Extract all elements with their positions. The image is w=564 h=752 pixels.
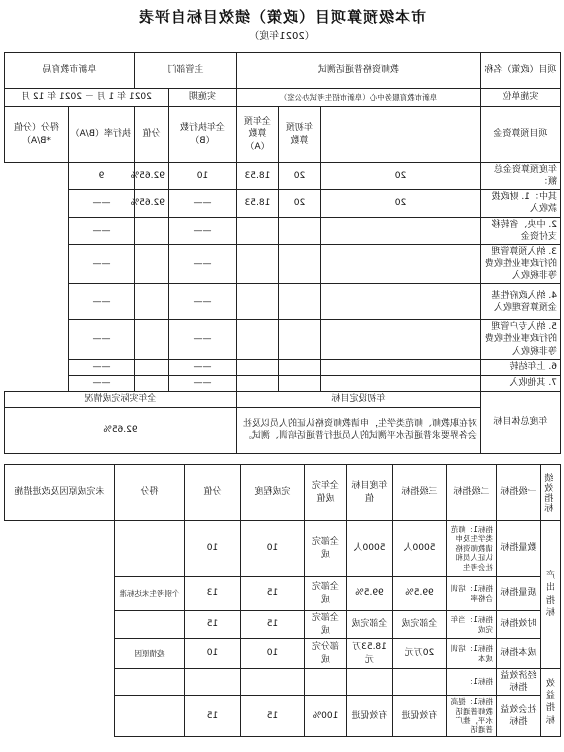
perf-cell-score: 15 (185, 696, 241, 737)
perf-cell-target: 20万元 (393, 639, 447, 669)
budget-cell-rate (134, 359, 168, 375)
budget-cell-score: —— (68, 217, 134, 244)
perf-cell-l3: 指标1：培训合格率 (447, 577, 497, 611)
perf-cell-l3: 指标1：师范类学生及申请教师资格认证人员和社会考生 (447, 521, 497, 577)
perf-cell-target: 5000人 (393, 521, 447, 577)
performance-table (4, 464, 561, 737)
budget-cell-score: —— (68, 320, 134, 359)
perf-cell-reason (115, 696, 185, 737)
perf-cell-score-max: 10 (241, 521, 305, 577)
budget-cell-executed (236, 284, 278, 320)
budget-row-label: 5. 纳入专户管理的行政事业性收费等非税收入 (481, 320, 561, 359)
perf-row (5, 639, 561, 669)
perf-cell-score-max: 15 (241, 696, 305, 737)
perf-cell-degree: 全部完成 (305, 577, 347, 611)
perf-cell-score-max: 15 (241, 577, 305, 611)
budget-cell-annual (279, 375, 321, 391)
budget-cell-score: 9 (68, 163, 134, 190)
budget-cell-score-max: —— (168, 244, 236, 283)
perf-cell-score: 10 (185, 639, 241, 669)
perf-row (5, 696, 561, 737)
budget-cell-annual: 20 (279, 190, 321, 217)
budget-cell-score-max: —— (168, 359, 236, 375)
perf-cell-reason: 疫情原因 (115, 639, 185, 669)
budget-row-label: 2. 中央、省转移支付资金 (481, 217, 561, 244)
perf-cell-target: 有效促进 (393, 696, 447, 737)
budget-header-annual: 全年预算数（A） (236, 107, 278, 163)
page-subtitle: （2021年度） (249, 31, 315, 42)
budget-row (4, 190, 560, 217)
perf-row (5, 577, 561, 611)
perf-cell-target (393, 669, 447, 696)
budget-header-score: 得分（分值*B/A） (4, 107, 68, 163)
perf-cell-l3: 指标1：培训成本 (447, 639, 497, 669)
perf-cell-done: 99.5% (347, 577, 393, 611)
budget-cell-initial (321, 375, 481, 391)
period-value: 2021 年 1 月 － 2021 年 12 月 (4, 89, 168, 107)
budget-header-blank (321, 107, 481, 163)
budget-cell-initial: 20 (321, 163, 481, 190)
perf-cell-score-max: 15 (241, 611, 305, 639)
perf-cell-l3: 指标1：当年完成 (447, 611, 497, 639)
budget-cell-annual (279, 359, 321, 375)
budget-cell-initial (321, 320, 481, 359)
budget-cell-score: —— (68, 375, 134, 391)
perf-cell-reason: 个别考生未达标准 (115, 577, 185, 611)
perf-cell-l2: 时效指标 (497, 611, 541, 639)
budget-cell-score-max: —— (168, 284, 236, 320)
perf-cell-reason (115, 521, 185, 577)
perf-section-label: 绩效指标 (541, 465, 561, 521)
perf-cell-l3: 指标1： (447, 669, 497, 696)
budget-row-label: 6. 上年结转 (481, 359, 561, 375)
perf-header-score-max: 分值 (185, 465, 241, 521)
budget-cell-score-max: 10 (168, 163, 236, 190)
budget-cell-score: —— (68, 284, 134, 320)
budget-cell-score: —— (68, 190, 134, 217)
perf-cell-l2: 质量指标 (497, 577, 541, 611)
budget-header-rate: 执行率（B/A） (68, 107, 134, 163)
dept-label: 主管部门 (134, 53, 236, 89)
perf-header-reason: 未完成原因及改进措施 (5, 465, 115, 521)
perf-header-degree: 完成程度 (241, 465, 305, 521)
budget-row-label: 7. 其他收入 (481, 375, 561, 391)
budget-cell-score-max: —— (168, 320, 236, 359)
goals-planned-text: 对在职教师、师范类学生，申请教师资格认证的人员以及社会各界要求普通话水平测试的人员进行普通话培训、测试。 (236, 407, 480, 453)
perf-cell-done: 全部完成 (347, 611, 393, 639)
perf-cell-done: 18.53万元 (347, 639, 393, 669)
perf-cell-l2: 数量指标 (497, 521, 541, 577)
perf-cell-degree: 全部完成 (305, 611, 347, 639)
budget-row-label: 3. 纳入预算管理的行政事业性收费等非税收入 (481, 244, 561, 283)
budget-cell-annual (279, 217, 321, 244)
budget-cell-executed (236, 217, 278, 244)
perf-group-output: 产出指标 (541, 521, 561, 669)
perf-cell-degree: 全部完成 (305, 521, 347, 577)
budget-cell-executed (236, 375, 278, 391)
perf-cell-target: 99.5% (393, 577, 447, 611)
budget-cell-score-max: —— (168, 217, 236, 244)
goals-section-label: 年度总体目标 (481, 391, 561, 453)
budget-cell-initial: 20 (321, 190, 481, 217)
budget-cell-rate: 92.65% (134, 163, 168, 190)
perf-cell-l3: 指标1：提高教师普通话水平，推广普通话 (447, 696, 497, 737)
budget-cell-score-max: —— (168, 190, 236, 217)
budget-cell-score-max: —— (168, 375, 236, 391)
budget-row (4, 244, 560, 283)
budget-row-label: 4. 纳入政府性基金预算管理收入 (481, 284, 561, 320)
perf-row (5, 611, 561, 639)
budget-row (4, 320, 560, 359)
budget-cell-initial (321, 244, 481, 283)
perf-group-benefit: 效益指标 (541, 669, 561, 737)
perf-header-done: 全年完成值 (305, 465, 347, 521)
period-label: 实施期 (168, 89, 236, 107)
project-name: 教师资格普通话测试 (236, 53, 480, 89)
budget-cell-annual (279, 284, 321, 320)
perf-row (5, 521, 561, 577)
budget-cell-executed: 18.53 (236, 163, 278, 190)
budget-cell-initial (321, 217, 481, 244)
perf-cell-degree (305, 669, 347, 696)
budget-table (4, 52, 561, 454)
perf-cell-score-max (241, 669, 305, 696)
perf-cell-done: 有效促进 (347, 696, 393, 737)
perf-header-target: 年度目标值 (347, 465, 393, 521)
budget-header-initial: 年初预算数 (279, 107, 321, 163)
budget-header-score-max: 分值 (134, 107, 168, 163)
budget-cell-executed (236, 359, 278, 375)
budget-cell-rate (134, 320, 168, 359)
budget-header-executed: 全年执行数（B） (168, 107, 236, 163)
budget-rows (4, 163, 560, 392)
budget-cell-initial (321, 359, 481, 375)
budget-row (4, 217, 560, 244)
perf-cell-degree: 部分完成 (305, 639, 347, 669)
budget-cell-annual (279, 320, 321, 359)
perf-cell-degree: 100% (305, 696, 347, 737)
budget-row (4, 359, 560, 375)
perf-cell-reason (115, 669, 185, 696)
unit-label: 实施单位 (481, 89, 561, 107)
budget-cell-initial (321, 284, 481, 320)
perf-cell-score: 13 (185, 577, 241, 611)
budget-cell-rate (134, 217, 168, 244)
perf-cell-score: 15 (185, 611, 241, 639)
perf-header-l3: 三级指标 (393, 465, 447, 521)
project-name-label: 项目（政策）名称 (481, 53, 561, 89)
budget-cell-executed (236, 244, 278, 283)
budget-section-label: 项目预算资金 (481, 107, 561, 163)
unit-value: 阜新市教育服务中心（阜新市招生考试办公室） (236, 89, 480, 107)
budget-row (4, 163, 560, 190)
budget-cell-score: —— (68, 244, 134, 283)
budget-row (4, 375, 560, 391)
budget-cell-executed (236, 320, 278, 359)
budget-row (4, 284, 560, 320)
budget-cell-rate (134, 375, 168, 391)
perf-header-l2: 二级指标 (447, 465, 497, 521)
goals-actual-header: 全年实际完成情况 (4, 391, 236, 407)
perf-header-l1: 一级指标 (497, 465, 541, 521)
perf-cell-done: 5000人 (347, 521, 393, 577)
budget-cell-rate (134, 284, 168, 320)
budget-cell-executed: 18.53 (236, 190, 278, 217)
perf-cell-reason (115, 611, 185, 639)
budget-cell-annual (279, 244, 321, 283)
perf-rows (5, 521, 561, 737)
perf-row (5, 669, 561, 696)
perf-cell-l2: 成本指标 (497, 639, 541, 669)
goals-actual-text: 92.65% (4, 407, 236, 453)
perf-header-score: 得分 (115, 465, 185, 521)
perf-cell-score-max: 10 (241, 639, 305, 669)
page-title: 市本级预算项目（政策）绩效目标自评表 (138, 8, 427, 26)
budget-cell-annual: 20 (279, 163, 321, 190)
perf-cell-l2: 社会效益指标 (497, 696, 541, 737)
dept-value: 阜新市教育局 (4, 53, 134, 89)
perf-cell-score (185, 669, 241, 696)
budget-row-label: 其中：1. 财政拨款收入 (481, 190, 561, 217)
perf-cell-score: 10 (185, 521, 241, 577)
budget-row-label: 年度预算资金总额： (481, 163, 561, 190)
budget-cell-score: —— (68, 359, 134, 375)
budget-cell-rate (134, 244, 168, 283)
goals-planned-header: 年初设定目标 (236, 391, 480, 407)
perf-cell-done (347, 669, 393, 696)
perf-cell-target: 全部完成 (393, 611, 447, 639)
perf-cell-l2: 经济效益指标 (497, 669, 541, 696)
budget-cell-rate: 92.65% (134, 190, 168, 217)
